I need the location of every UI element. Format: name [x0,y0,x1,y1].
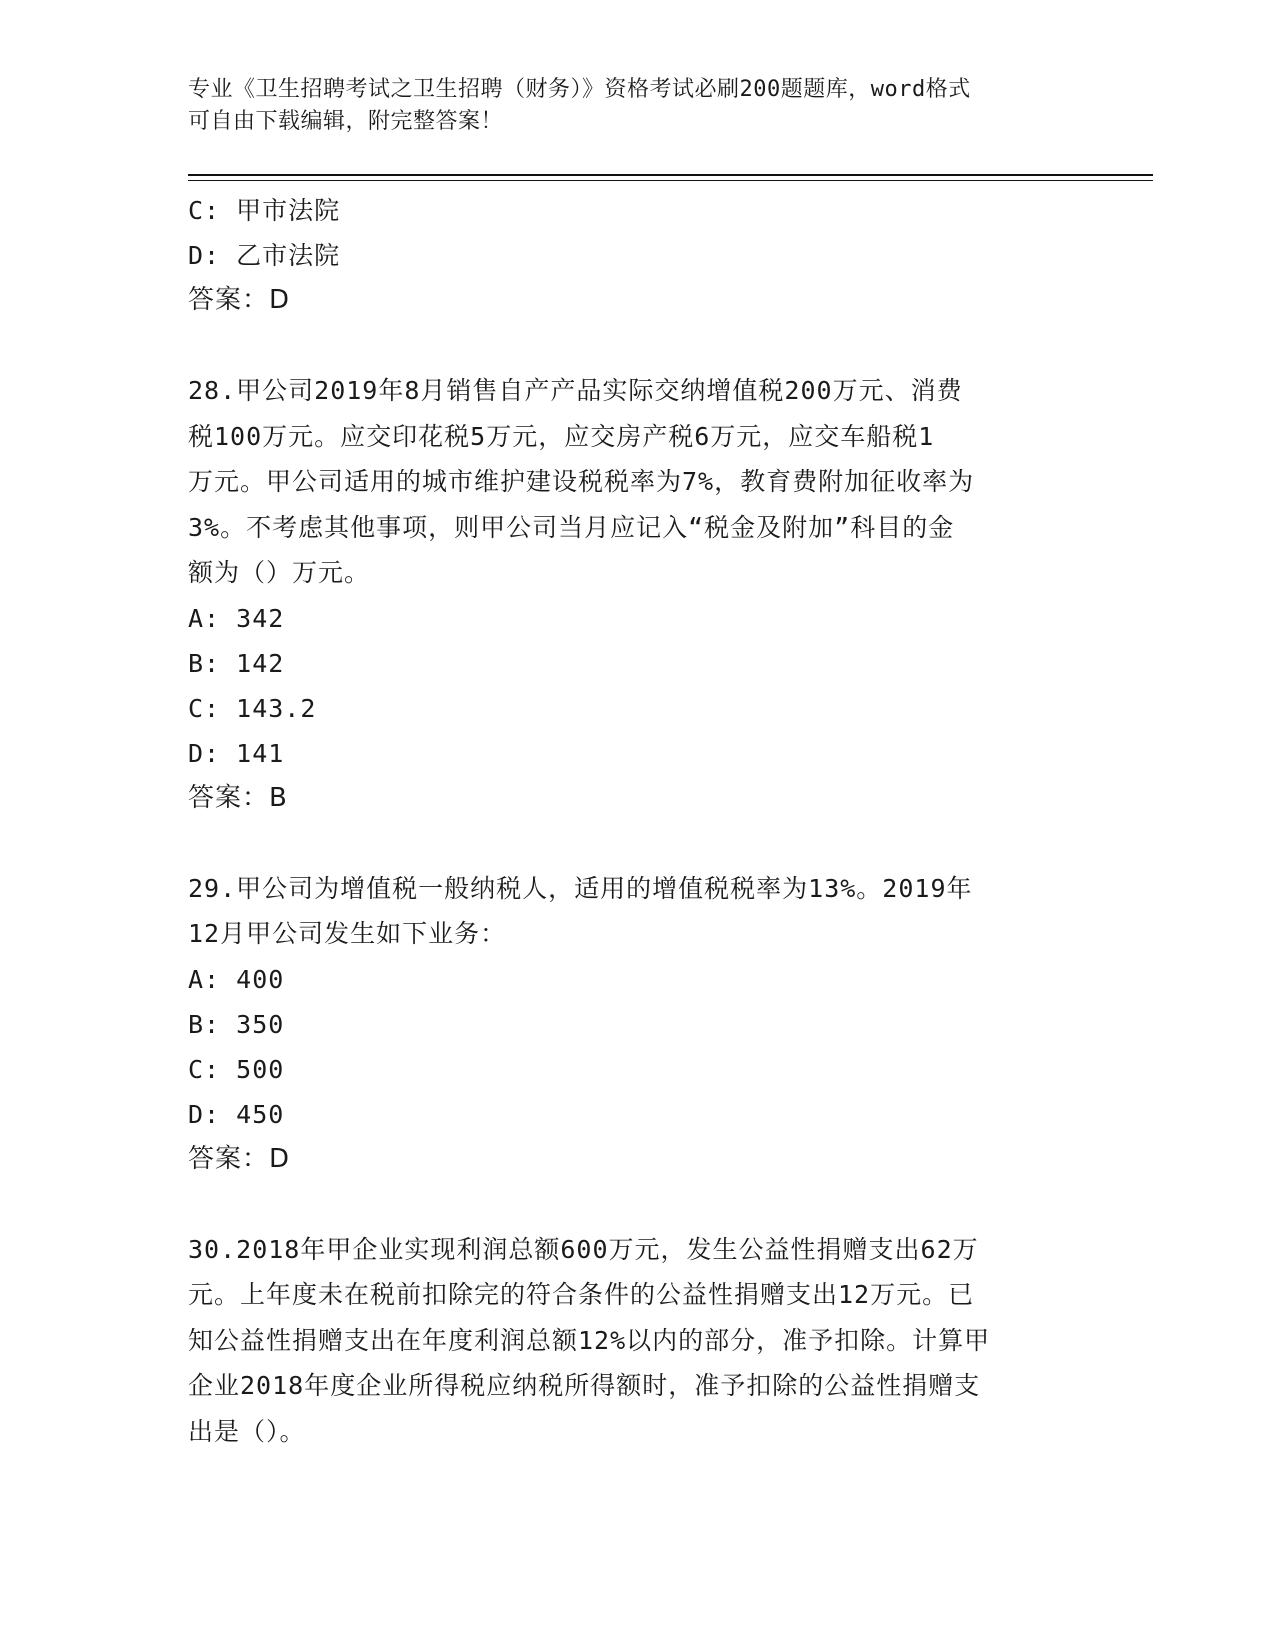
answer-label: 答案：D [188,1143,291,1174]
header-divider-thick [188,174,1153,176]
question-text-line: 3%。不考虑其他事项，则甲公司当月应记入“税金及附加”科目的金 [188,512,955,542]
answer-label: 答案：D [188,285,291,315]
question-text-line: 出是（）。 [188,1416,306,1446]
question-27-tail [188,188,1088,323]
question-text-line: 29.甲公司为增值税一般纳税人，适用的增值税税率为13%。2019年 [188,873,973,903]
option-a: A: 342 [188,603,285,633]
option-c: C: 500 [188,1054,285,1084]
option-c: C: 143.2 [188,693,317,723]
question-29 [188,866,1088,1182]
option-d: D: 450 [188,1099,285,1129]
question-text-line: 30.2018年甲企业实现利润总额600万元，发生公益性捐赠支出62万 [188,1234,979,1264]
option-b: B: 350 [188,1009,285,1039]
header-line-2: 可自由下载编辑，附完整答案！ [188,109,504,134]
option-a: A: 400 [188,964,285,994]
option-d: D: 141 [188,738,285,768]
question-text-line: 12月甲公司发生如下业务： [188,919,507,948]
question-30 [188,1227,1088,1455]
option-b: B: 142 [188,648,285,678]
question-text-line: 额为（）万元。 [188,558,371,587]
question-content [188,188,1088,1454]
answer-label: 答案：B [188,782,288,813]
question-28 [188,368,1088,821]
option-c: C: 甲市法院 [188,196,341,225]
question-text-line: 税100万元。应交印花税5万元，应交房产税6万元，应交车船税1 [188,421,935,451]
question-text-line: 元。上年度未在税前扣除完的符合条件的公益性捐赠支出12万元。已 [188,1280,975,1309]
document-header [188,74,1088,138]
question-text-line: 万元。甲公司适用的城市维护建设税税率为7%，教育费附加征收率为 [188,467,975,496]
question-text-line: 知公益性捐赠支出在年度利润总额12%以内的部分，准予扣除。计算甲 [188,1325,991,1355]
question-text-line: 企业2018年度企业所得税应纳税所得额时，准予扣除的公益性捐赠支 [188,1371,981,1400]
header-divider-thin [188,180,1153,181]
header-line-1: 专业《卫生招聘考试之卫生招聘（财务）》资格考试必刷200题题库，word格式 [188,77,971,102]
question-text-line: 28.甲公司2019年8月销售自产产品实际交纳增值税200万元、消费 [188,376,963,405]
option-d: D: 乙市法院 [188,241,341,270]
